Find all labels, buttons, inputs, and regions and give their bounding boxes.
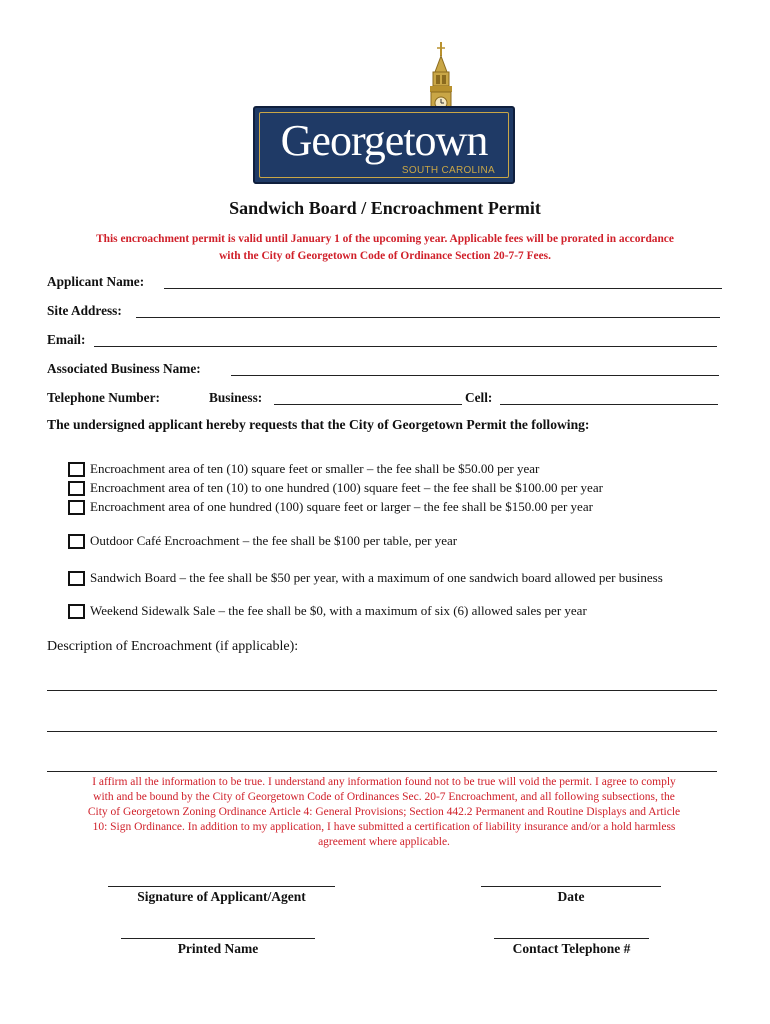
description-line-3[interactable] [47,771,717,772]
notice-line-1: This encroachment permit is valid until January 1 of the upcoming year. Applicable fees will be prorated in accordance [96,233,674,245]
cell-phone-field[interactable] [500,404,718,405]
contact-telephone-field[interactable] [494,938,649,939]
affirm-line-1: I affirm all the information to be true. I understand any information found not to be true will void the permit. I agree to comply [92,776,676,788]
business-phone-label: Business: [209,390,263,405]
logo-wordmark: Georgetown [280,116,488,165]
business-phone-field[interactable] [274,404,462,405]
option-sandwich-board[interactable] [68,568,663,588]
date-field[interactable] [481,886,661,887]
affirm-line-2: with and be bound by the City of Georgetown Code of Ordinances Sec. 20-7 Encroachment, and all following subsections, the [93,791,675,803]
affirm-line-5: agreement where applicable. [318,836,450,848]
validity-notice [40,231,730,265]
request-statement: The undersigned applicant hereby requests that the City of Georgetown Permit the following: [47,417,590,432]
option-label: Encroachment area of one hundred (100) square feet or larger – the fee shall be $150.00 per year [90,499,593,514]
affirm-line-4: 10: Sign Ordinance. In addition to my application, I have submitted a certification of liability insurance and/or a hold harmless [92,821,676,833]
printed-name-label: Printed Name [177,941,259,956]
option-sidewalk-sale[interactable] [68,601,587,621]
checkbox[interactable] [68,534,85,549]
site-address-field[interactable] [136,317,720,318]
contact-telephone-label: Contact Telephone # [512,941,631,956]
applicant-name-label: Applicant Name: [47,274,145,289]
page-title: Sandwich Board / Encroachment Permit [229,198,541,218]
checkbox[interactable] [68,481,85,496]
description-line-2[interactable] [47,731,717,732]
email-label: Email: [47,332,86,347]
option-medium-encroachment[interactable] [68,478,603,498]
notice-line-2: with the City of Georgetown Code of Ordinance Section 20-7-7 Fees. [219,250,551,262]
signature-label: Signature of Applicant/Agent [137,889,306,904]
option-label: Weekend Sidewalk Sale – the fee shall be $0, with a maximum of six (6) allowed sales per year [90,603,587,618]
applicant-name-field[interactable] [164,288,722,289]
cell-label: Cell: [465,390,493,405]
email-field[interactable] [94,346,717,347]
option-label: Outdoor Café Encroachment – the fee shall be $100 per table, per year [90,533,458,548]
logo-plate [253,106,515,184]
option-label: Sandwich Board – the fee shall be $50 per year, with a maximum of one sandwich board allowed per business [90,570,663,585]
printed-name-field[interactable] [121,938,315,939]
logo-state: SOUTH CAROLINA [401,165,495,176]
checkbox[interactable] [68,462,85,477]
checkbox[interactable] [68,571,85,586]
option-label: Encroachment area of ten (10) to one hundred (100) square feet – the fee shall be $100.00 per year [90,480,603,495]
checkbox[interactable] [68,500,85,515]
checkbox[interactable] [68,604,85,619]
date-label: Date [557,889,585,904]
business-name-label: Associated Business Name: [47,361,201,376]
affirmation-statement [48,775,720,850]
option-small-encroachment[interactable] [68,459,539,479]
description-label: Description of Encroachment (if applicable): [47,639,299,654]
business-name-field[interactable] [231,375,719,376]
option-label: Encroachment area of ten (10) square feet or smaller – the fee shall be $50.00 per year [90,461,540,476]
georgetown-logo [253,42,515,184]
site-address-label: Site Address: [47,303,122,318]
option-outdoor-cafe[interactable] [68,531,457,551]
description-line-1[interactable] [47,690,717,691]
option-large-encroachment[interactable] [68,497,593,517]
signature-field[interactable] [108,886,335,887]
affirm-line-3: City of Georgetown Zoning Ordinance Article 4: General Provisions; Section 442.2 Permanent and Routine Displays and Article [87,806,681,818]
telephone-label: Telephone Number: [47,390,160,405]
